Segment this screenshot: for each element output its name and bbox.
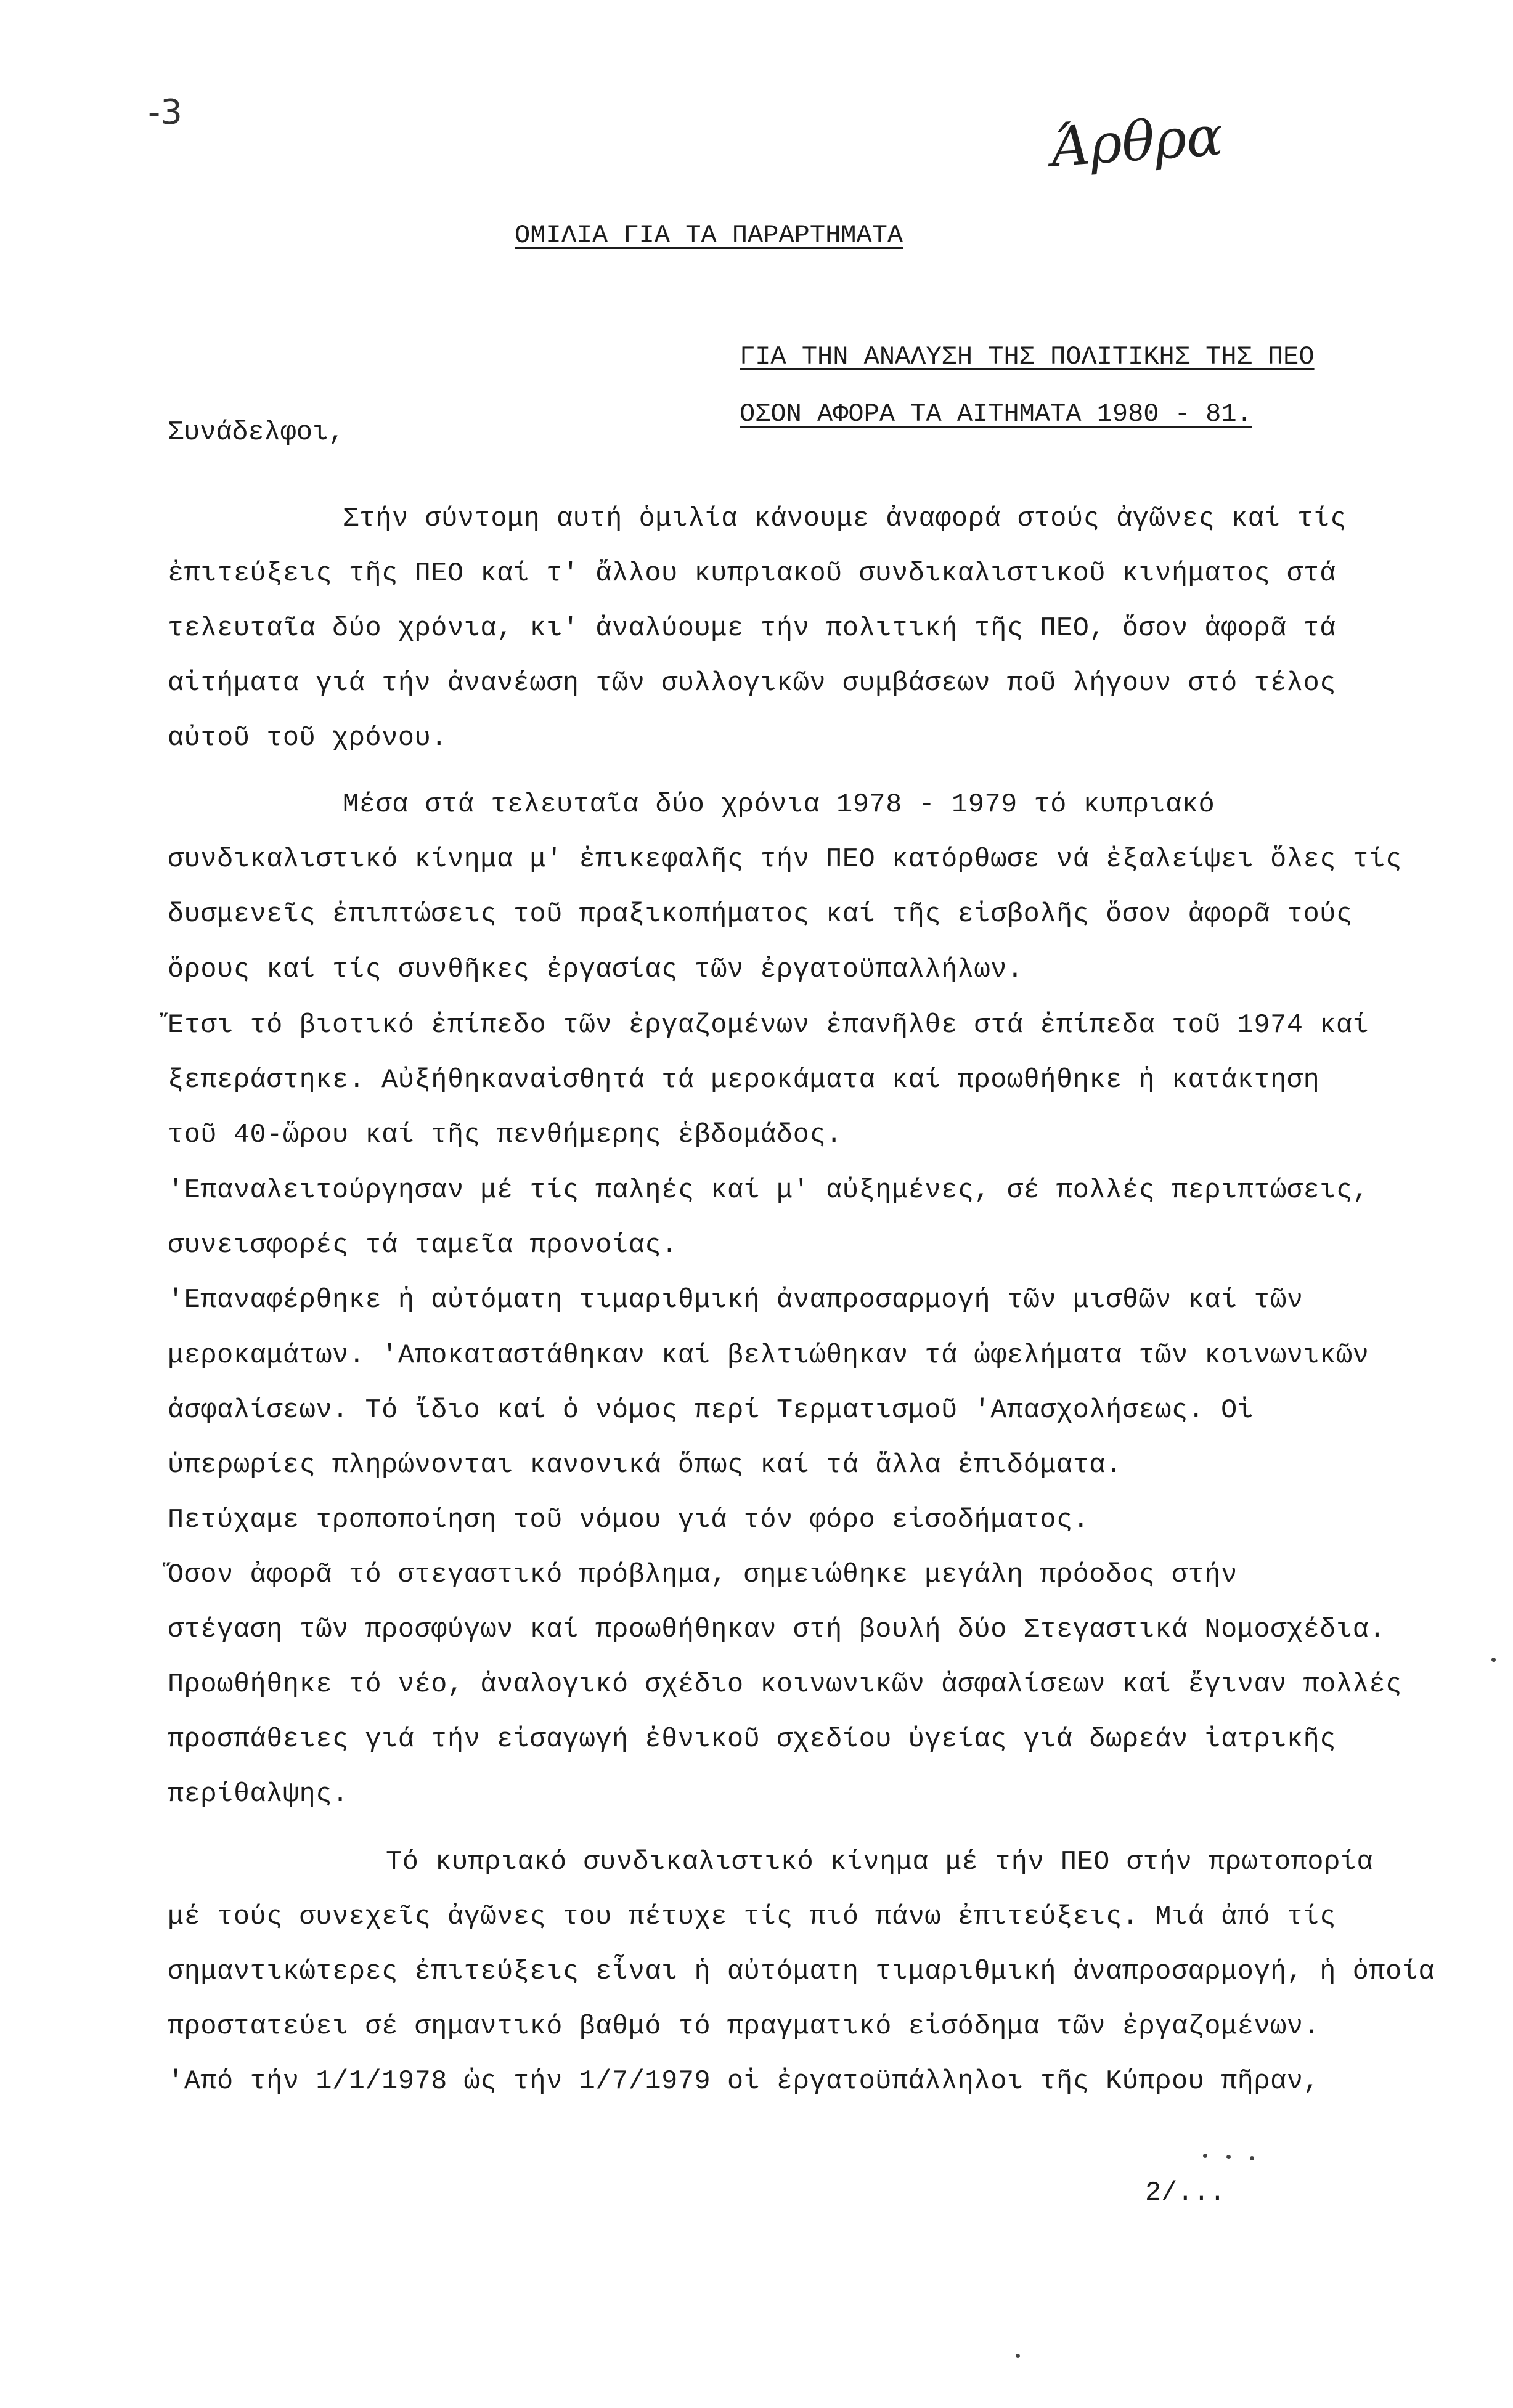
body-line: Ὅσον ἀφορᾶ τό στεγαστικό πρόβλημα, σημειώθηκε μεγάλη πρόοδος στήν <box>168 1560 1238 1590</box>
document-title: ΟΜΙΛΙΑ ΓΙΑ ΤΑ ΠΑΡΑΡΤΗΜΑΤΑ <box>515 221 903 250</box>
body-line: μεροκαμάτων. 'Αποκαταστάθηκαν καί βελτιώθηκαν τά ὠφελήματα τῶν κοινωνικῶν <box>168 1341 1369 1371</box>
body-line: ὅρους καί τίς συνθῆκες ἐργασίας τῶν ἐργατοϋπαλλήλων. <box>168 955 1024 985</box>
body-line: αἰτήματα γιά τήν ἀνανέωση τῶν συλλογικῶν συμβάσεων ποῦ λήγουν στό τέλος <box>168 669 1337 699</box>
body-line: Ἔτσι τό βιοτικό ἐπίπεδο τῶν ἐργαζομένων ἐπανῆλθε στά ἐπίπεδα τοῦ 1974 καί <box>168 1011 1369 1041</box>
body-line: Πετύχαμε τροποποίηση τοῦ νόμου γιά τόν φόρο εἰσοδήματος. <box>168 1505 1090 1536</box>
body-line: προσπάθειες γιά τήν εἰσαγωγή ἐθνικοῦ σχεδίου ὑγείας γιά δωρεάν ἰατρικῆς <box>168 1725 1337 1755</box>
body-line: Μέσα στά τελευταῖα δύο χρόνια 1978 - 1979 τό κυπριακό <box>343 790 1215 820</box>
body-line: μέ τούς συνεχεῖς ἀγῶνες του πέτυχε τίς πιό πάνω ἐπιτεύξεις. Μιά ἀπό τίς <box>168 1902 1337 1932</box>
body-line: 'Επαναφέρθηκε ἡ αὐτόματη τιμαριθμική ἀναπροσαρμογή τῶν μισθῶν καί τῶν <box>168 1285 1303 1316</box>
scan-speck <box>1226 2155 1231 2159</box>
subtitle-line-2: ΟΣΟΝ ΑΦΟΡΑ ΤΑ ΑΙΤΗΜΑΤΑ 1980 - 81. <box>740 399 1252 429</box>
body-line: προστατεύει σέ σημαντικό βαθμό τό πραγματικό εἰσόδημα τῶν ἐργαζομένων. <box>168 2012 1320 2042</box>
body-line: συνδικαλιστικό κίνημα μ' ἐπικεφαλῆς τήν ΠΕΟ κατόρθωσε νά ἐξαλείψει ὅλες τίς <box>168 845 1402 875</box>
body-line: ἐπιτεύξεις τῆς ΠΕΟ καί τ' ἄλλου κυπριακοῦ συνδικαλιστικοῦ κινήματος στά <box>168 559 1337 589</box>
body-line: δυσμενεῖς ἐπιπτώσεις τοῦ πραξικοπήματος καί τῆς εἰσβολῆς ὅσον ἀφορᾶ τούς <box>168 900 1353 930</box>
body-line: ἀσφαλίσεων. Τό ἴδιο καί ὁ νόμος περί Τερματισμοῦ 'Απασχολήσεως. Οἱ <box>168 1396 1254 1426</box>
body-line: αὐτοῦ τοῦ χρόνου. <box>168 723 447 754</box>
body-line: ξεπεράστηκε. Αὐξήθηκαναἰσθητά τά μεροκάματα καί προωθήθηκε ἡ κατάκτηση <box>168 1065 1320 1096</box>
corner-mark: -3 <box>148 92 182 132</box>
scan-speck <box>1016 2354 1020 2358</box>
body-line: Στήν σύντομη αυτή ὁμιλία κάνουμε ἀναφορά στούς ἀγῶνες καί τίς <box>343 504 1347 534</box>
handwritten-note: Άρθρα <box>1048 104 1225 179</box>
body-line: στέγαση τῶν προσφύγων καί προωθήθηκαν στή βουλή δύο Στεγαστικά Νομοσχέδια. <box>168 1615 1386 1645</box>
scan-speck <box>1203 2154 1207 2158</box>
scan-speck <box>1250 2156 1254 2160</box>
salutation: Συνάδελφοι, <box>168 418 345 448</box>
body-line: τοῦ 40-ὥρου καί τῆς πενθήμερης ἑβδομάδος. <box>168 1120 842 1150</box>
body-line: Τό κυπριακό συνδικαλιστικό κίνημα μέ τήν ΠΕΟ στήν πρωτοπορία <box>386 1847 1374 1877</box>
body-line: 'Από τήν 1/1/1978 ὡς τήν 1/7/1979 οἱ ἐργατοϋπάλληλοι τῆς Κύπρου πῆραν, <box>168 2067 1320 2097</box>
body-line: Προωθήθηκε τό νέο, ἀναλογικό σχέδιο κοινωνικῶν ἀσφαλίσεων καί ἔγιναν πολλές <box>168 1670 1402 1700</box>
body-line: συνεισφορές τά ταμεῖα προνοίας. <box>168 1230 678 1261</box>
body-line: περίθαλψης. <box>168 1780 349 1810</box>
body-line: ὑπερωρίες πληρώνονται κανονικά ὅπως καί τά ἄλλα ἐπιδόματα. <box>168 1450 1122 1481</box>
page-continuation: 2/... <box>1145 2178 1226 2208</box>
body-line: τελευταῖα δύο χρόνια, κι' ἀναλύουμε τήν πολιτική τῆς ΠΕΟ, ὅσον ἀφορᾶ τά <box>168 614 1337 644</box>
body-line: 'Επαναλειτούργησαν μέ τίς παληές καί μ' αὐξημένες, σέ πολλές περιπτώσεις, <box>168 1176 1369 1206</box>
scan-speck <box>1491 1658 1496 1662</box>
body-line: σημαντικώτερες ἐπιτεύξεις εἶναι ἡ αὐτόματη τιμαριθμική ἀναπροσαρμογή, ἡ ὁποία <box>168 1957 1435 1987</box>
subtitle-line-1: ΓΙΑ ΤΗΝ ΑΝΑΛΥΣΗ ΤΗΣ ΠΟΛΙΤΙΚΗΣ ΤΗΣ ΠΕΟ <box>740 342 1315 372</box>
